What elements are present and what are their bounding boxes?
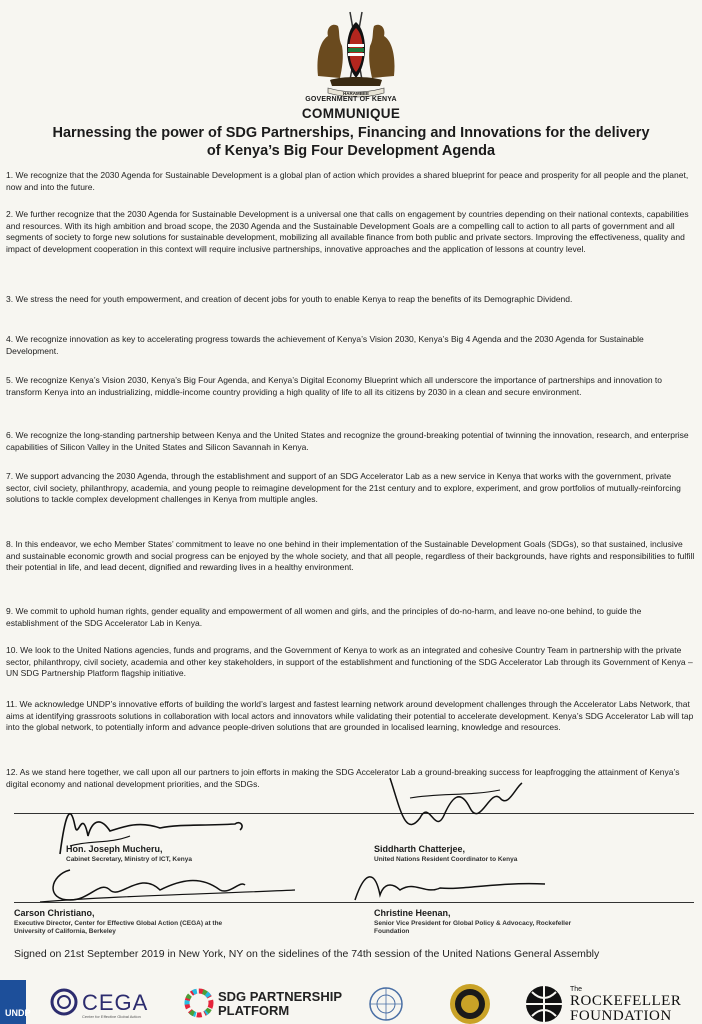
cega-logo-text: CEGA <box>82 990 149 1015</box>
paragraph-12: 12. As we stand here together, we call upon all our partners to join efforts in making the SDG Accelerator Lab a ground-breaking success for leapfrogging the attainment of Kenya’s digital economy and national development priorities, and the SDGs. <box>6 767 680 789</box>
rockefeller-globe-icon <box>524 984 564 1024</box>
signature-chatterjee-icon <box>380 768 530 846</box>
kenya-seal-icon <box>446 980 494 1024</box>
signatory-3-name: Carson Christiano, <box>14 908 95 918</box>
title-line-2: of Kenya’s Big Four Development Agenda <box>206 143 496 159</box>
signatory-4-title: Senior Vice President for Global Policy & Advocacy, Rockefeller Foundation <box>374 920 572 935</box>
paragraph-7: 7. We support advancing the 2030 Agenda, through the establishment and support of an SDG Accelerator Lab as a new service in Kenya that works with the government, private sector, civil society, philanthropy, academia, and young people to reimagine development for the 21st century and to explore, experiment, and grow portfolios of mutually-reinforcing solutions to tackle complex development challenges in Kenya from multiple angles. <box>6 471 681 505</box>
signatory-1-title: Cabinet Secretary, Ministry of ICT, Kenya <box>66 856 192 863</box>
government-label: GOVERNMENT OF KENYA <box>305 96 397 103</box>
document-title <box>0 124 702 160</box>
un-emblem-icon <box>366 984 406 1024</box>
emblem-motto: HARAMBEE <box>342 91 370 96</box>
undp-logo-text: UNDP <box>5 1008 31 1018</box>
signatory-3-title: Executive Director, Center for Effective Global Action (CEGA) at the University of California, Berkeley <box>14 920 223 935</box>
signatory-1-name: Hon. Joseph Mucheru, <box>66 844 163 854</box>
cega-tagline: Center for Effective Global Action <box>82 1014 141 1019</box>
paragraph-1: 1. We recognize that the 2030 Agenda for Sustainable Development is a global plan of action which provides a shared blueprint for peace and prosperity for all people and the planet, now and into the future. <box>6 170 689 192</box>
signatory-2-name: Siddharth Chatterjee, <box>374 844 466 854</box>
rockefeller-line-1: ROCKEFELLER <box>570 993 682 1009</box>
paragraph-10: 10. We look to the United Nations agencies, funds and programs, and the Government of Kenya to work as an integrated and cohesive Country Team in partnership with the private sector, philanthropy, civil society, academia and other key stakeholders, in support of the establishment and functioning of the SDG Accelerator Lab through its Government of Kenya – UN SDG Partnership Platform flagship initiative. <box>6 645 693 679</box>
signing-note: Signed on 21st September 2019 in New York, NY on the sidelines of the 74th session of the United Nations General Assembly <box>14 948 600 960</box>
paragraph-8: 8. In this endeavor, we echo Member States’ commitment to leave no one behind in their implementation of the Sustainable Development Goals (SDGs), so that sustained, inclusive and sustainable economic growth and social progress can be enjoyed by the whole society, and that all people, regardless of their backgrounds, have rights and responsibilities to fulfill their potential in life, and lead decent, dignified and rewarding lives in a healthy environment. <box>6 539 695 573</box>
paragraph-11: 11. We acknowledge UNDP’s innovative efforts of building the world’s largest and fastest learning network around development challenges through the Accelerator Labs Network, that aims at identifying grassroots solutions in collaboration with local actors and innovators while validating their potential to accelerate development. Kenya’s SDG Accelerator Lab will tap into the global network, to potentially inform and advance people-driven solutions that are grounded in localised learning, knowledge and resources. <box>6 699 694 733</box>
rockefeller-logo-text <box>570 994 681 1024</box>
signatory-4-name: Christine Heenan, <box>374 908 451 918</box>
paragraph-5: 5. We recognize Kenya’s Vision 2030, Kenya’s Big Four Agenda, and Kenya’s Digital Economy Blueprint which all underscore the importance of partnerships and innovation to transform Kenya into an industrializing, middle-income country providing a high quality of life to all its citizens by 2030 in a clean and secure environment. <box>6 375 662 397</box>
signature-divider-2 <box>14 902 694 903</box>
sdg-line-1: SDG PARTNERSHIP <box>218 989 342 1004</box>
paragraph-6: 6. We recognize the long-standing partnership between Kenya and the United States and recognize the ground-breaking potential of twinning the innovation, research, and enterprise capabilities of Silicon Valley in the United States and Silicon Savannah in Kenya. <box>6 430 689 452</box>
sdg-line-2: PLATFORM <box>218 1003 290 1018</box>
title-line-1: Harnessing the power of SDG Partnerships, Financing and Innovations for the delivery <box>52 125 650 141</box>
page-heading: COMMUNIQUE <box>301 106 401 121</box>
sdg-wheel-icon <box>184 988 214 1018</box>
rockefeller-line-2: FOUNDATION <box>570 1008 672 1024</box>
kenya-coat-of-arms-icon <box>310 6 402 98</box>
paragraph-3: 3. We stress the need for youth empowerment, and creation of decent jobs for youth to enable Kenya to reap the benefits of its Demographic Dividend. <box>6 294 573 304</box>
sdg-platform-logo <box>218 990 342 1018</box>
paragraph-9: 9. We commit to uphold human rights, gender equality and empowerment of all women and girls, and the principles of do-no-harm, and leave no-one behind, to guide the establishment of the SDG Accelerator Lab in Kenya. <box>6 606 642 628</box>
cega-swirl-icon <box>50 988 78 1016</box>
signatory-2-title: United Nations Resident Coordinator to Kenya <box>374 856 518 863</box>
paragraph-4: 4. We recognize innovation as key to accelerating progress towards the achievement of Kenya’s Vision 2030, Kenya’s Big 4 Agenda and the 2030 Agenda for Sustainable Development. <box>6 334 644 356</box>
rockefeller-the: The <box>570 986 583 993</box>
paragraph-2: 2. We further recognize that the 2030 Agenda for Sustainable Development is a universal one that calls on engagement by countries depending on their national contexts, capabilities and resources. With its high ambition and broad scope, the 2030 Agenda and the Sustainable Development Goals are a compelling call to action to all parts of government and all segments of society to forge new solutions for sustainable development, mobilizing all available finance from both public and private sectors. Improving the effectiveness, quality and impact of development cooperation in this context will require inclusive partnerships, innovative approaches and the application of lessons at country level. <box>6 209 689 254</box>
